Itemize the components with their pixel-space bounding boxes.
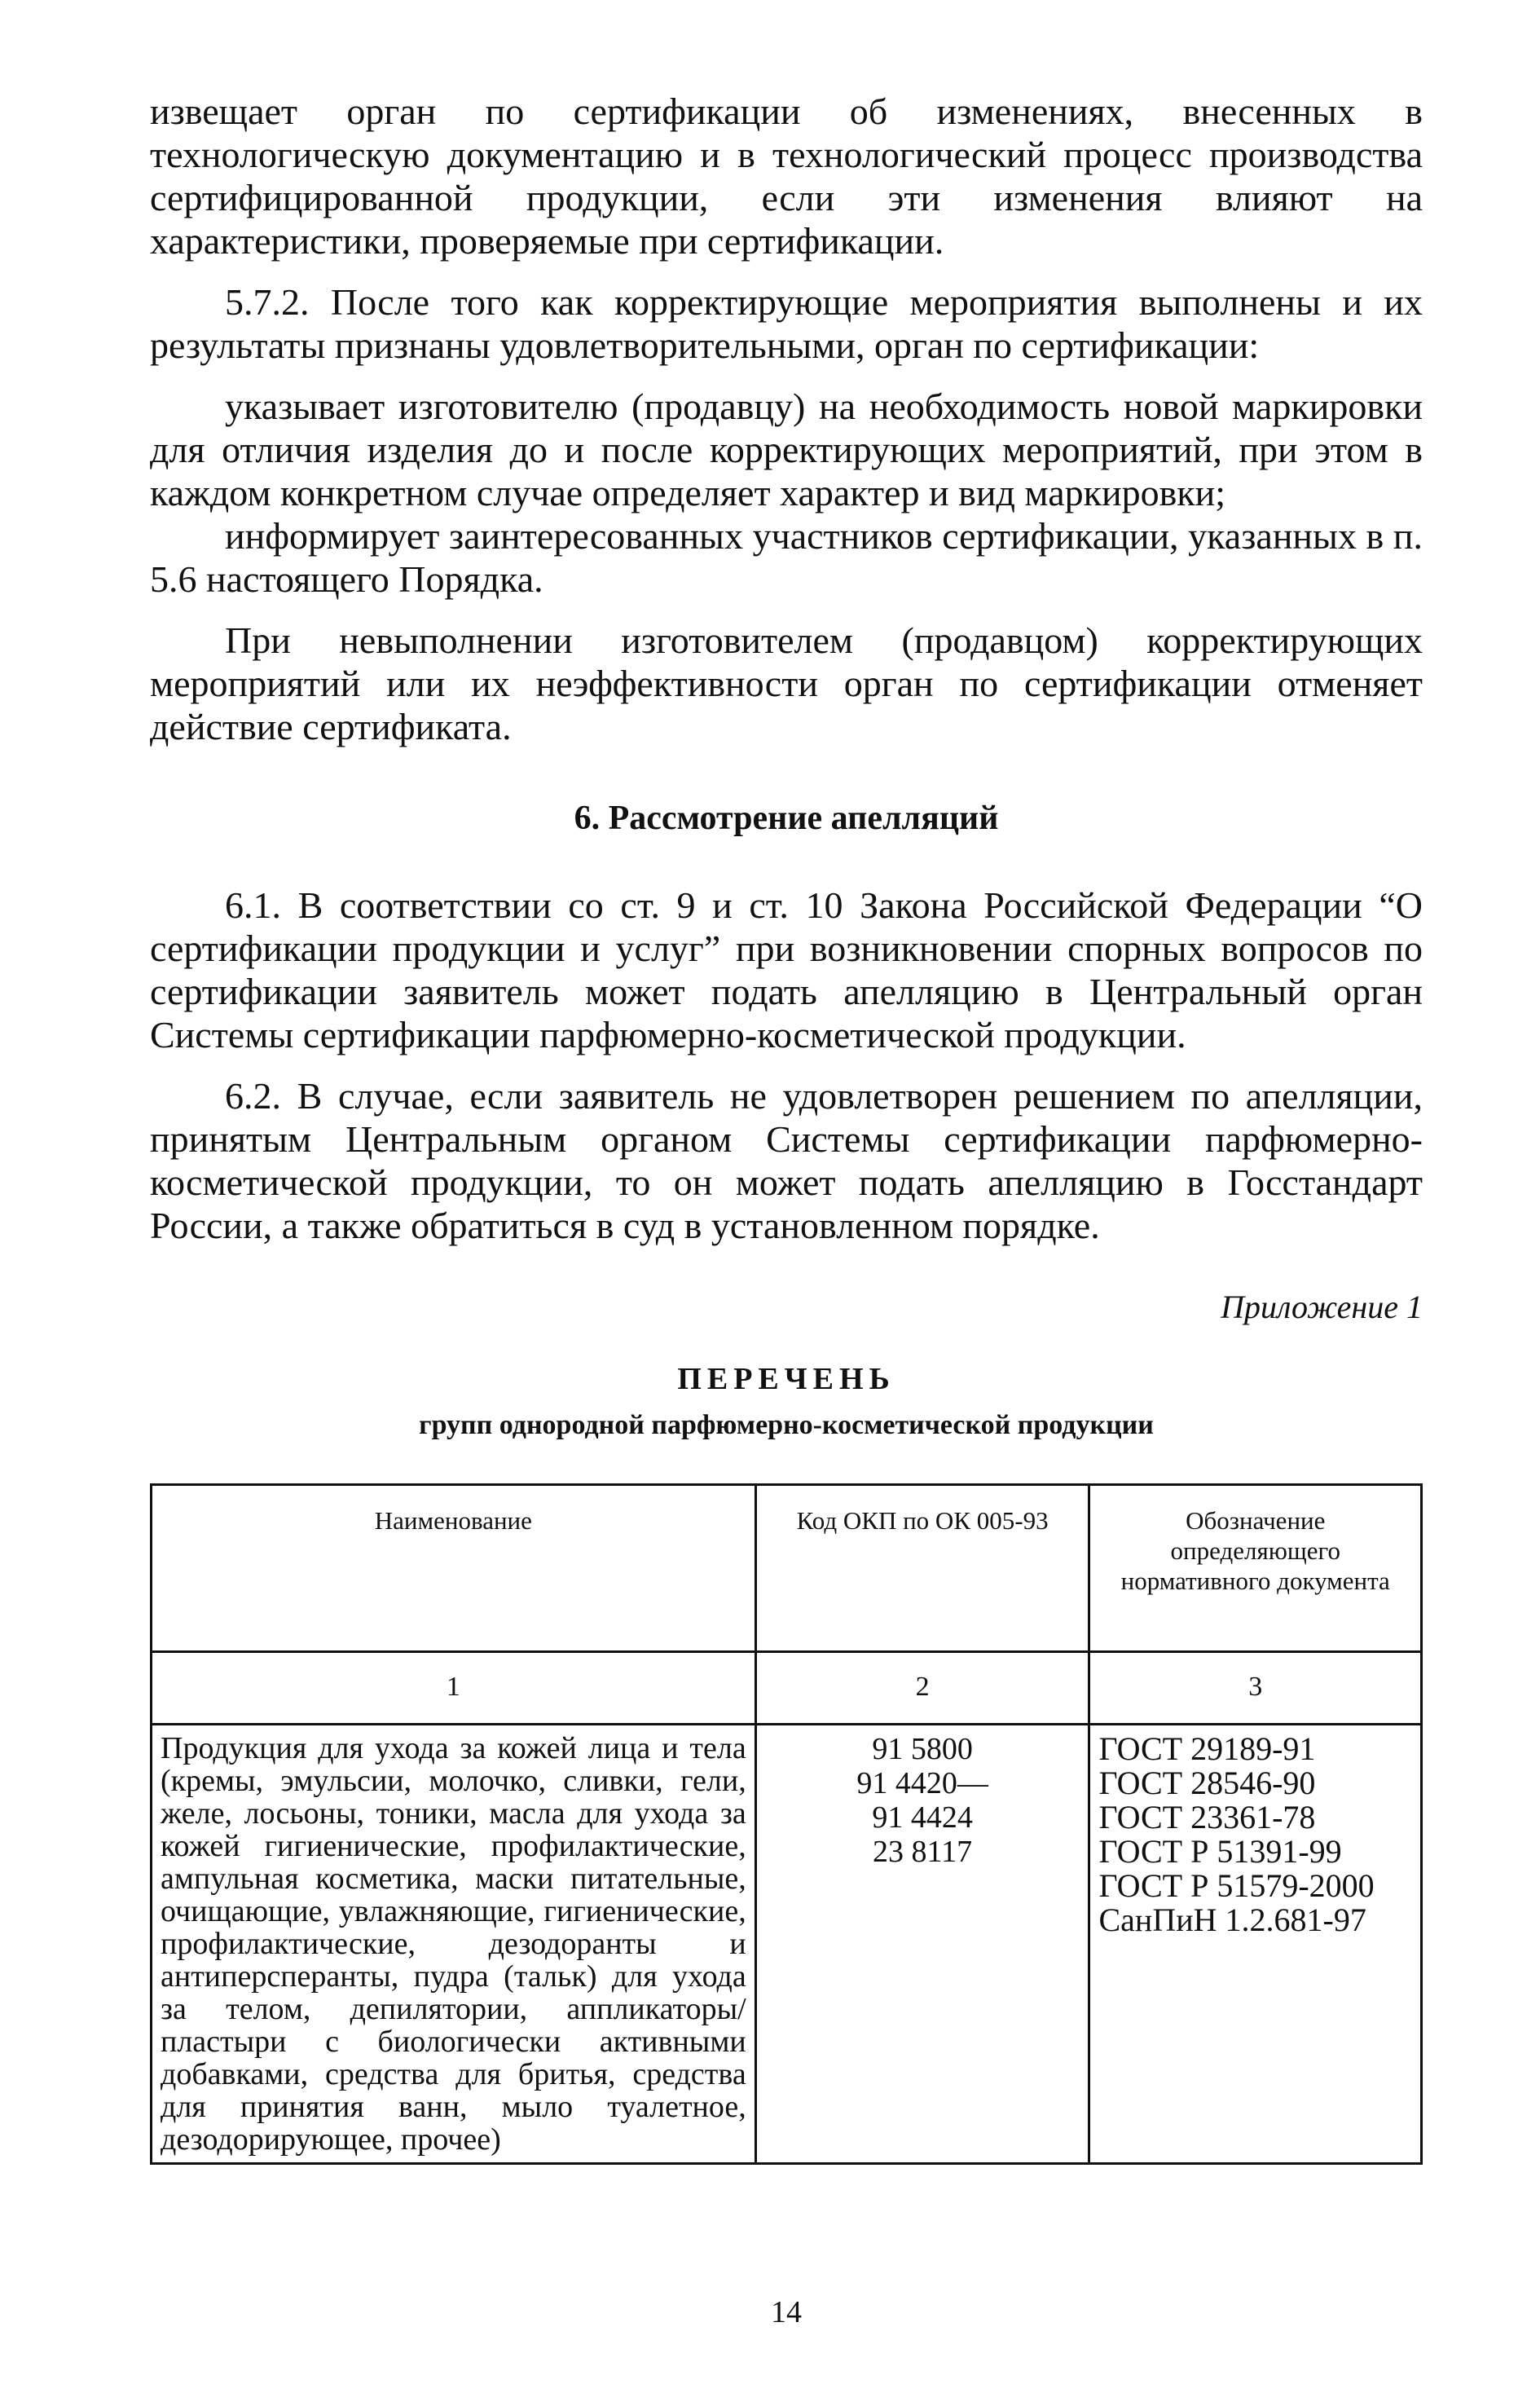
- normative-doc: ГОСТ Р 51579-2000: [1098, 1867, 1375, 1904]
- product-groups-table: [150, 1483, 1423, 2165]
- normative-doc-cell: [1089, 1725, 1422, 2164]
- column-number: 1: [152, 1652, 756, 1725]
- section-heading: 6. Рассмотрение апелляций: [574, 800, 999, 837]
- column-number: 3: [1089, 1652, 1422, 1725]
- normative-doc: ГОСТ 28546-90: [1098, 1765, 1316, 1801]
- normative-doc: ГОСТ 29189-91: [1098, 1730, 1316, 1767]
- document-page: [150, 90, 1423, 2329]
- paragraph-marking: указывает изготовителю (продавцу) на необходимость новой маркировки для отличия изделия до и после корректирующих мероприятий, при этом в каждом конкретном случае определяет характер и вид маркировки;: [150, 386, 1423, 513]
- normative-doc: ГОСТ 23361-78: [1098, 1799, 1316, 1835]
- header-code: Код ОКП по ОК 005-93: [755, 1485, 1089, 1652]
- appendix-label: Приложение 1: [1221, 1289, 1423, 1325]
- paragraph-intro: извещает орган по сертификации об изменениях, внесенных в технологическую документацию и в технологический процесс производства сертифицированной продукции, если эти изменения влияют на характеристики, проверяемые при сертификации.: [150, 90, 1423, 262]
- paragraph-inform: информирует заинтересованных участников сертификации, указанных в п. 5.6 настоящего Порядка.: [150, 515, 1423, 600]
- product-name-cell: Продукция для ухода за кожей лица и тела (кремы, эмульсии, молочко, сливки, гели, желе, лосьоны, тоники, масла для ухода за кожей гигиенические, профилактические, ампульная косметика, маски питательные, очищающие, увлажняющие, гигиенические, профилактические, дезодоранты и антиперсперанты, пудра (тальк) для ухода за телом, депилятории, аппликаторы/пластыри с биологически активными добавками, средства для бритья, средства для принятия ванн, мыло туалетное, дезодорирующее, прочее): [152, 1725, 756, 2164]
- okp-code: 91 4424: [872, 1800, 973, 1835]
- okp-code: 91 4420—: [856, 1766, 988, 1800]
- okp-code: 23 8117: [873, 1835, 973, 1869]
- header-document: Обозначение определяющего нормативного документа: [1089, 1485, 1422, 1652]
- paragraph-6-1: 6.1. В соответствии со ст. 9 и ст. 10 Закона Российской Федерации “О сертификации продукции и услуг” при возникновении спорных вопросов по сертификации заявитель может подать апелляцию в Центральный орган Системы сертификации парфюмерно-косметической продукции.: [150, 884, 1423, 1055]
- list-subtitle: групп однородной парфюмерно-косметической продукции: [419, 1410, 1154, 1440]
- column-number: 2: [755, 1652, 1089, 1725]
- header-name: Наименование: [152, 1485, 756, 1652]
- paragraph-6-2: 6.2. В случае, если заявитель не удовлетворен решением по апелляции, принятым Центральным органом Системы сертификации парфюмерно-косметической продукции, то он может подать апелляцию в Госстандарт России, а также обратиться в суд в установленном порядке.: [150, 1075, 1423, 1246]
- paragraph-5-7-2: 5.7.2. После того как корректирующие мероприятия выполнены и их результаты признаны удовлетворительными, орган по сертификации:: [150, 281, 1423, 366]
- okp-code: 91 5800: [872, 1732, 973, 1766]
- paragraph-cancel: При невыполнении изготовителем (продавцом) корректирующих мероприятий или их неэффективности орган по сертификации отменяет действие сертификата.: [150, 619, 1423, 747]
- okp-code-cell: [755, 1725, 1089, 2164]
- page-number: 14: [771, 2295, 802, 2329]
- column-number-row: [152, 1652, 1422, 1725]
- normative-doc: ГОСТ Р 51391-99: [1098, 1833, 1342, 1870]
- table-header-row: [152, 1485, 1422, 1652]
- normative-doc: СанПиН 1.2.681-97: [1098, 1901, 1366, 1938]
- table-row: [152, 1725, 1422, 2164]
- list-title: ПЕРЕЧЕНЬ: [677, 1362, 895, 1396]
